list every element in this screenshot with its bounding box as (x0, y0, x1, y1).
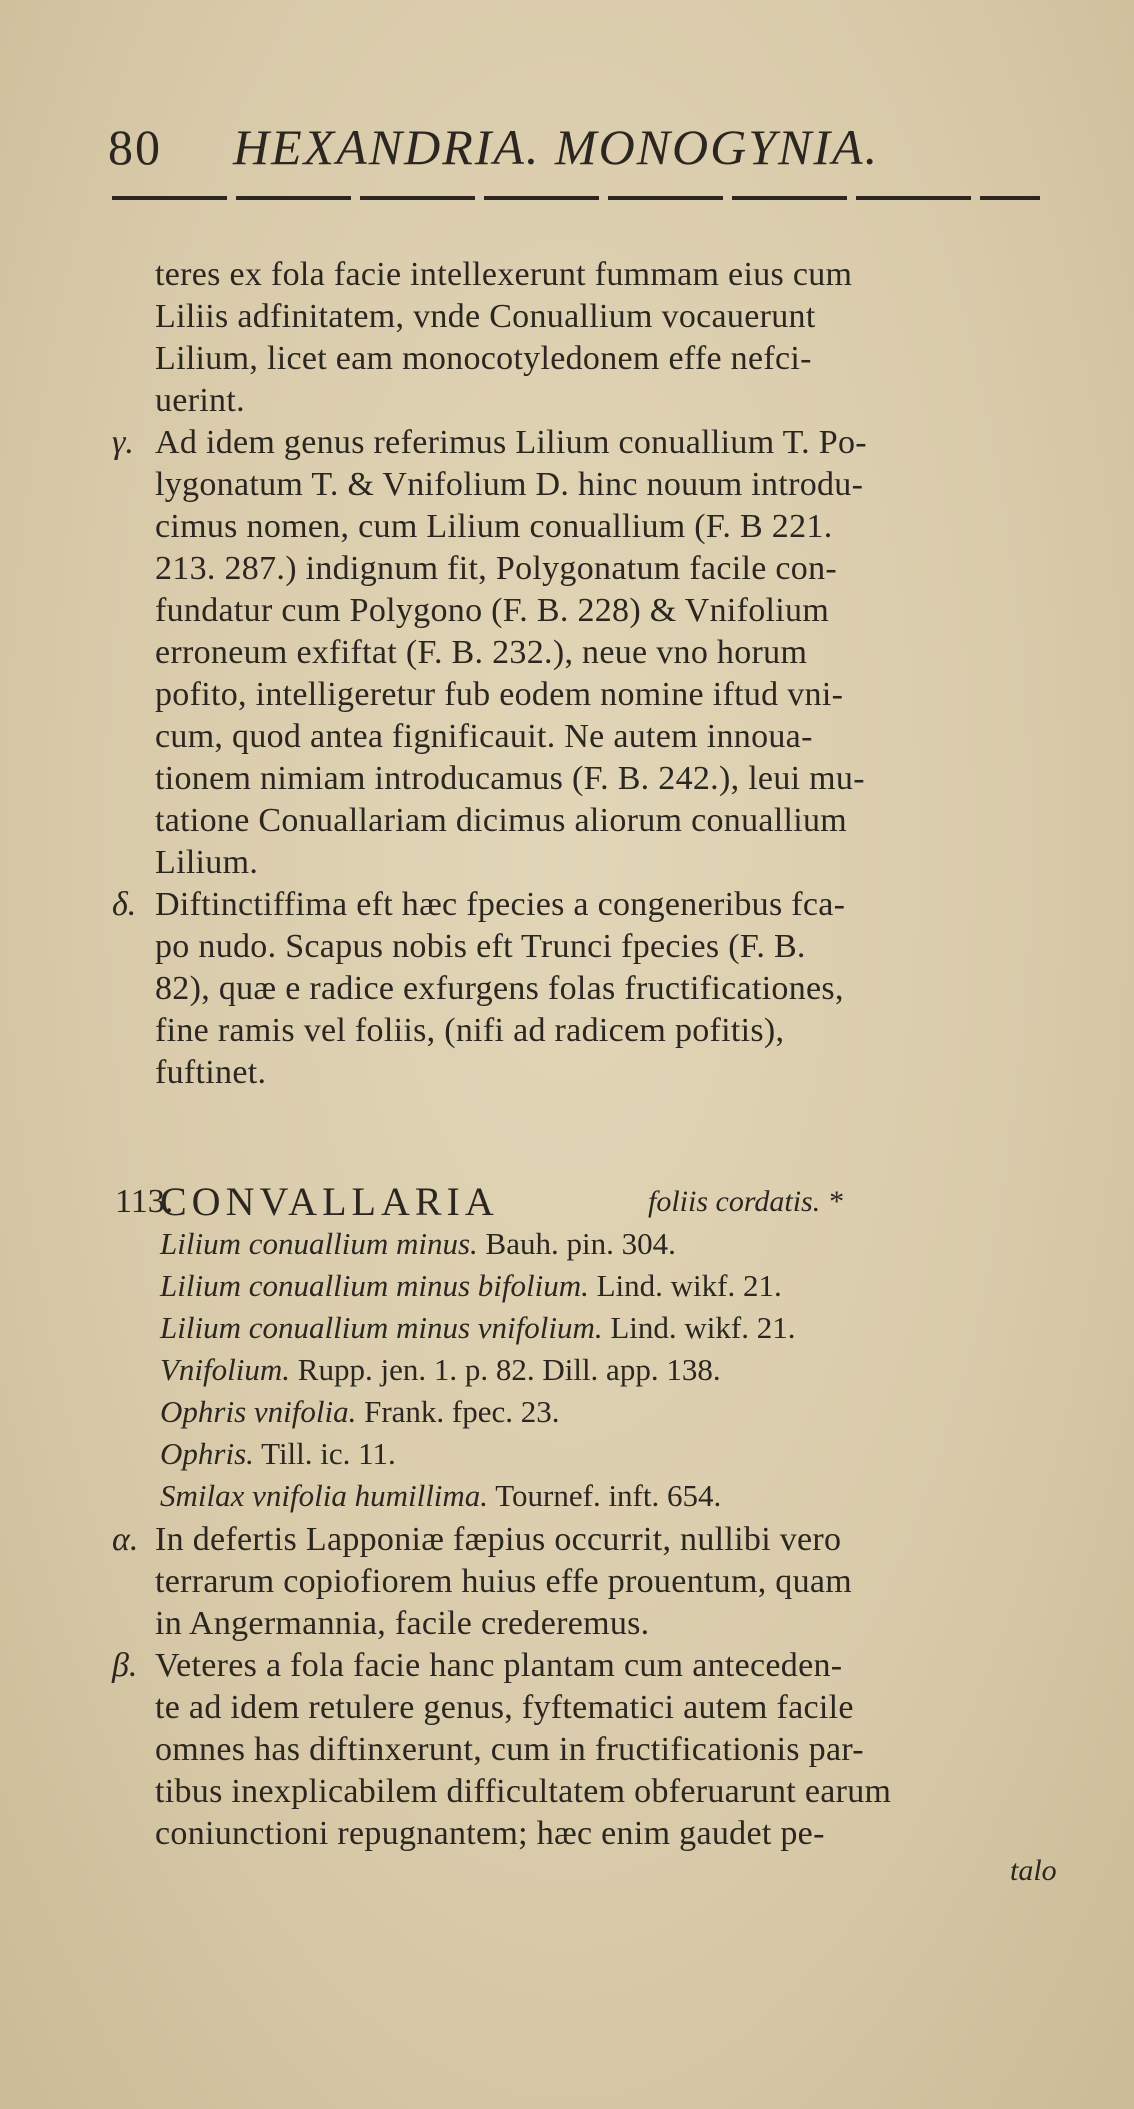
note-marker-delta: δ. (112, 886, 137, 923)
catchword: talo (1010, 1854, 1057, 1887)
synonym-line (160, 1435, 396, 1473)
synonym-ref: Lind. wikf. 21. (610, 1310, 796, 1345)
text-line: terrarum copiofiorem huius effe prouentum, quam (155, 1563, 853, 1600)
text-line: pofito, intelligeretur fub eodem nomine iftud vni- (155, 676, 844, 713)
text-line: lygonatum T. & Vnifolium D. hinc nouum introdu- (155, 466, 864, 503)
text-line: Veteres a fola facie hanc plantam cum anteceden- (155, 1647, 843, 1684)
note-marker-alpha: α. (112, 1521, 139, 1558)
synonym-ref: Frank. fpec. 23. (364, 1394, 560, 1429)
text-line: Liliis adfinitatem, vnde Conuallium vocauerunt (155, 298, 816, 335)
synonym-line (160, 1225, 676, 1263)
text-line: fuftinet. (155, 1054, 267, 1091)
text-line: tatione Conuallariam dicimus aliorum conuallium (155, 802, 848, 839)
text-line: coniunctioni repugnantem; hæc enim gaudet pe- (155, 1815, 825, 1852)
text-line: te ad idem retulere genus, fyftematici autem facile (155, 1689, 854, 1726)
synonym-line (160, 1393, 560, 1431)
synonym-name: Lilium conuallium minus bifolium. (160, 1268, 589, 1303)
header-rule (112, 196, 1040, 200)
page-number: 80 (108, 119, 162, 175)
synonym-ref: Till. ic. 11. (261, 1436, 396, 1471)
text-line: tibus inexplicabilem difficultatem obferuarunt earum (155, 1773, 892, 1810)
synonym-ref: Tournef. inft. 654. (495, 1478, 722, 1513)
text-line: In defertis Lapponiæ fæpius occurrit, nullibi vero (155, 1521, 842, 1558)
text-line: 82), quæ e radice exfurgens folas fructificationes, (155, 970, 844, 1007)
synonym-line (160, 1309, 796, 1347)
text-line: omnes has diftinxerunt, cum in fructificationis par- (155, 1731, 864, 1768)
text-line: fine ramis vel foliis, (nifi ad radicem pofitis), (155, 1012, 785, 1049)
genus-name: CONVALLARIA (160, 1179, 499, 1224)
synonym-name: Lilium conuallium minus. (160, 1226, 478, 1261)
running-title: HEXANDRIA. MONOGYNIA. (233, 119, 880, 175)
text-line: Lilium. (155, 844, 259, 881)
text-line: 213. 287.) indignum fit, Polygonatum facile con- (155, 550, 838, 587)
text-line: teres ex fola facie intellexerunt fummam eius cum (155, 256, 853, 293)
synonym-name: Smilax vnifolia humillima. (160, 1478, 489, 1513)
text-line: Ad idem genus referimus Lilium conuallium T. Po- (155, 424, 867, 461)
synonym-ref: Bauh. pin. 304. (485, 1226, 676, 1261)
synonym-name: Lilium conuallium minus vnifolium. (160, 1310, 603, 1345)
synonym-name: Vnifolium. (160, 1352, 291, 1387)
diagnostic-phrase: foliis cordatis. * (648, 1185, 843, 1218)
text-line: in Angermannia, facile crederemus. (155, 1605, 650, 1642)
entry-number: 113. (115, 1183, 174, 1220)
text-line: Diftinctiffima eft hæc fpecies a congeneribus fca- (155, 886, 846, 923)
note-marker-gamma: γ. (112, 424, 134, 461)
text-line: fundatur cum Polygono (F. B. 228) & Vnifolium (155, 592, 830, 629)
synonym-name: Ophris vnifolia. (160, 1394, 357, 1429)
text-line: uerint. (155, 382, 245, 419)
synonym-name: Ophris. (160, 1436, 254, 1471)
synonym-line (160, 1267, 782, 1305)
note-marker-beta: β. (112, 1647, 138, 1684)
synonym-line (160, 1477, 721, 1515)
text-line: tionem nimiam introducamus (F. B. 242.), leui mu- (155, 760, 865, 797)
synonym-ref: Lind. wikf. 21. (596, 1268, 782, 1303)
text-line: erroneum exfiftat (F. B. 232.), neue vno horum (155, 634, 808, 671)
text-line: po nudo. Scapus nobis eft Trunci fpecies (F. B. (155, 928, 806, 965)
page-header (108, 118, 1038, 178)
text-line: cum, quod antea fignificauit. Ne autem innoua- (155, 718, 813, 755)
text-line: Lilium, licet eam monocotyledonem effe nefci- (155, 340, 812, 377)
synonym-ref: Rupp. jen. 1. p. 82. Dill. app. 138. (297, 1352, 721, 1387)
text-line: cimus nomen, cum Lilium conuallium (F. B 221. (155, 508, 833, 545)
synonym-line (160, 1351, 721, 1389)
